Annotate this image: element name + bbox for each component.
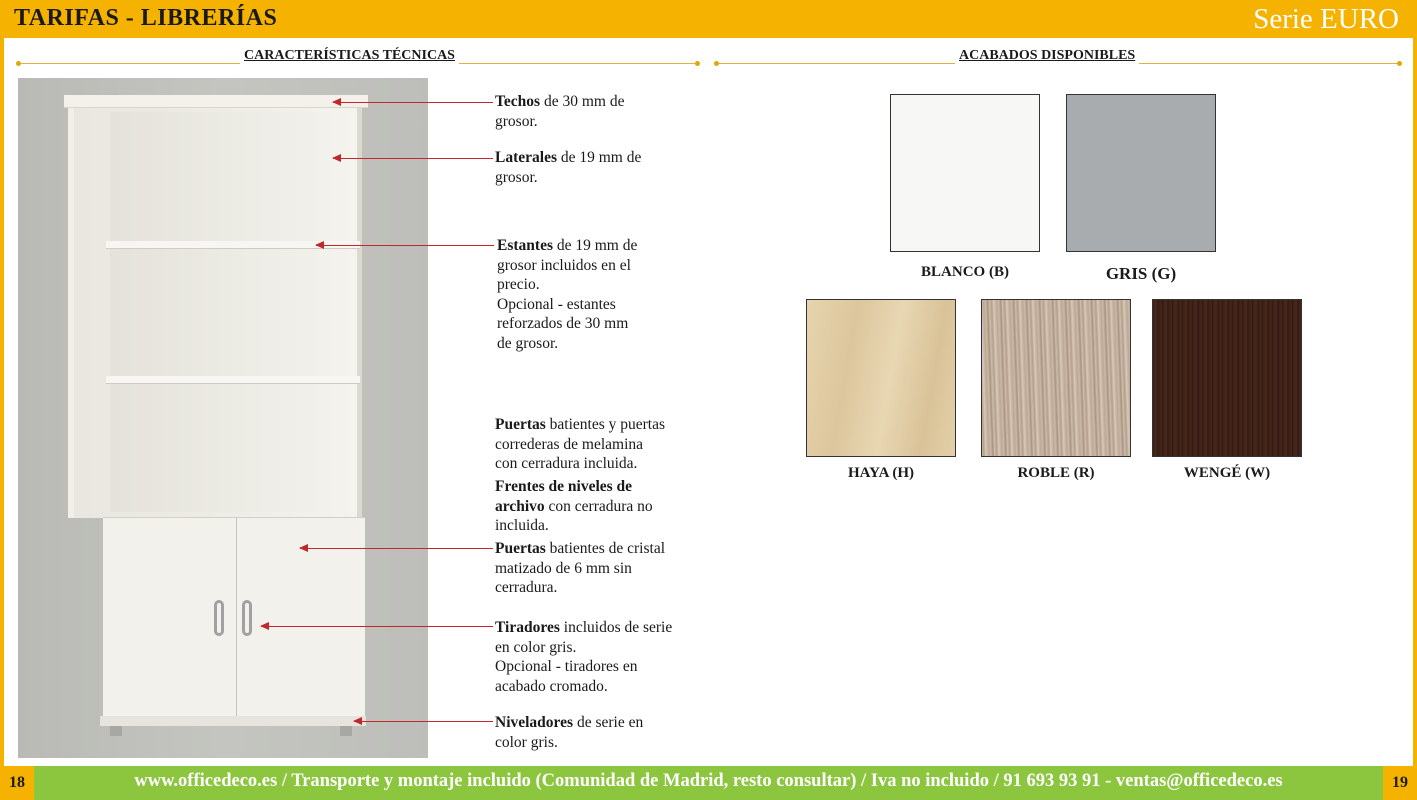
leveler-foot [110, 726, 122, 736]
finishes-heading-label: ACABADOS DISPONIBLES [955, 48, 1139, 64]
footer-contact-text: www.officedeco.es / Transporte y montaje incluido (Comunidad de Madrid, resto consultar) / Iva no incluido / 91 693 93 91 - ventas@officedeco.es [134, 771, 1283, 791]
swatch-label-haya: HAYA (H) [848, 465, 914, 481]
feature-puertas-melamina: Puertas batientes y puertas correderas de melamina con cerradura incluida. [495, 416, 666, 472]
arrow-techos [333, 102, 493, 103]
header-bar [0, 0, 1417, 38]
page-number-left: 18 [0, 766, 34, 800]
feature-puertas-cristal: Puertas batientes de cristal matizado de 6 mm sin cerradura. [495, 540, 666, 596]
leveler-foot [340, 726, 352, 736]
swatch-label-roble: ROBLE (R) [1017, 465, 1095, 481]
arrow-puertas [300, 548, 493, 549]
feature-tiradores: Tiradores incluidos de serie en color gris. Opcional - tiradores en acabado cromado. [495, 619, 673, 695]
bookcase-top [64, 95, 368, 108]
arrow-tiradores [261, 626, 493, 627]
bookcase-doors [103, 517, 365, 717]
series-title: Serie EURO [1253, 3, 1399, 35]
bookcase-plinth [100, 716, 366, 726]
right-border [1413, 38, 1417, 766]
swatch-label-blanco: BLANCO (B) [921, 264, 1009, 280]
finishes-section-heading [714, 48, 1402, 68]
swatch-label-wenge: WENGÉ (W) [1183, 465, 1271, 481]
arrow-laterales [333, 158, 493, 159]
swatch-gris [1066, 94, 1216, 252]
swatch-blanco [890, 94, 1040, 252]
bookcase-shelf [106, 376, 360, 384]
door-handle [242, 600, 252, 636]
feature-frentes: Frentes de niveles de archivo con cerradura no incluida. [495, 478, 653, 534]
bookcase-back-panel [110, 112, 320, 512]
feature-laterales: Laterales de 19 mm de grosor. [495, 149, 642, 186]
page-title: TARIFAS - LIBRERÍAS [14, 5, 278, 31]
tech-section-heading [16, 48, 700, 68]
arrow-estantes [316, 245, 494, 246]
arrow-niveladores [354, 721, 493, 722]
feature-estantes: Estantes de 19 mm de grosor incluidos en el precio. Opcional - estantes reforzados de 30 mm de grosor. [497, 237, 638, 352]
page-number-right: 19 [1383, 766, 1417, 800]
swatch-wenge [1152, 299, 1302, 457]
door-handle [214, 600, 224, 636]
swatch-roble [981, 299, 1131, 457]
swatch-haya [806, 299, 956, 457]
tech-heading-label: CARACTERÍSTICAS TÉCNICAS [240, 48, 459, 64]
door-split-line [236, 518, 237, 716]
feature-techos: Techos de 30 mm de grosor. [495, 93, 625, 130]
left-border [0, 38, 4, 766]
feature-niveladores: Niveladores de serie en color gris. [495, 714, 644, 751]
swatch-label-gris: GRIS (G) [1105, 264, 1177, 283]
